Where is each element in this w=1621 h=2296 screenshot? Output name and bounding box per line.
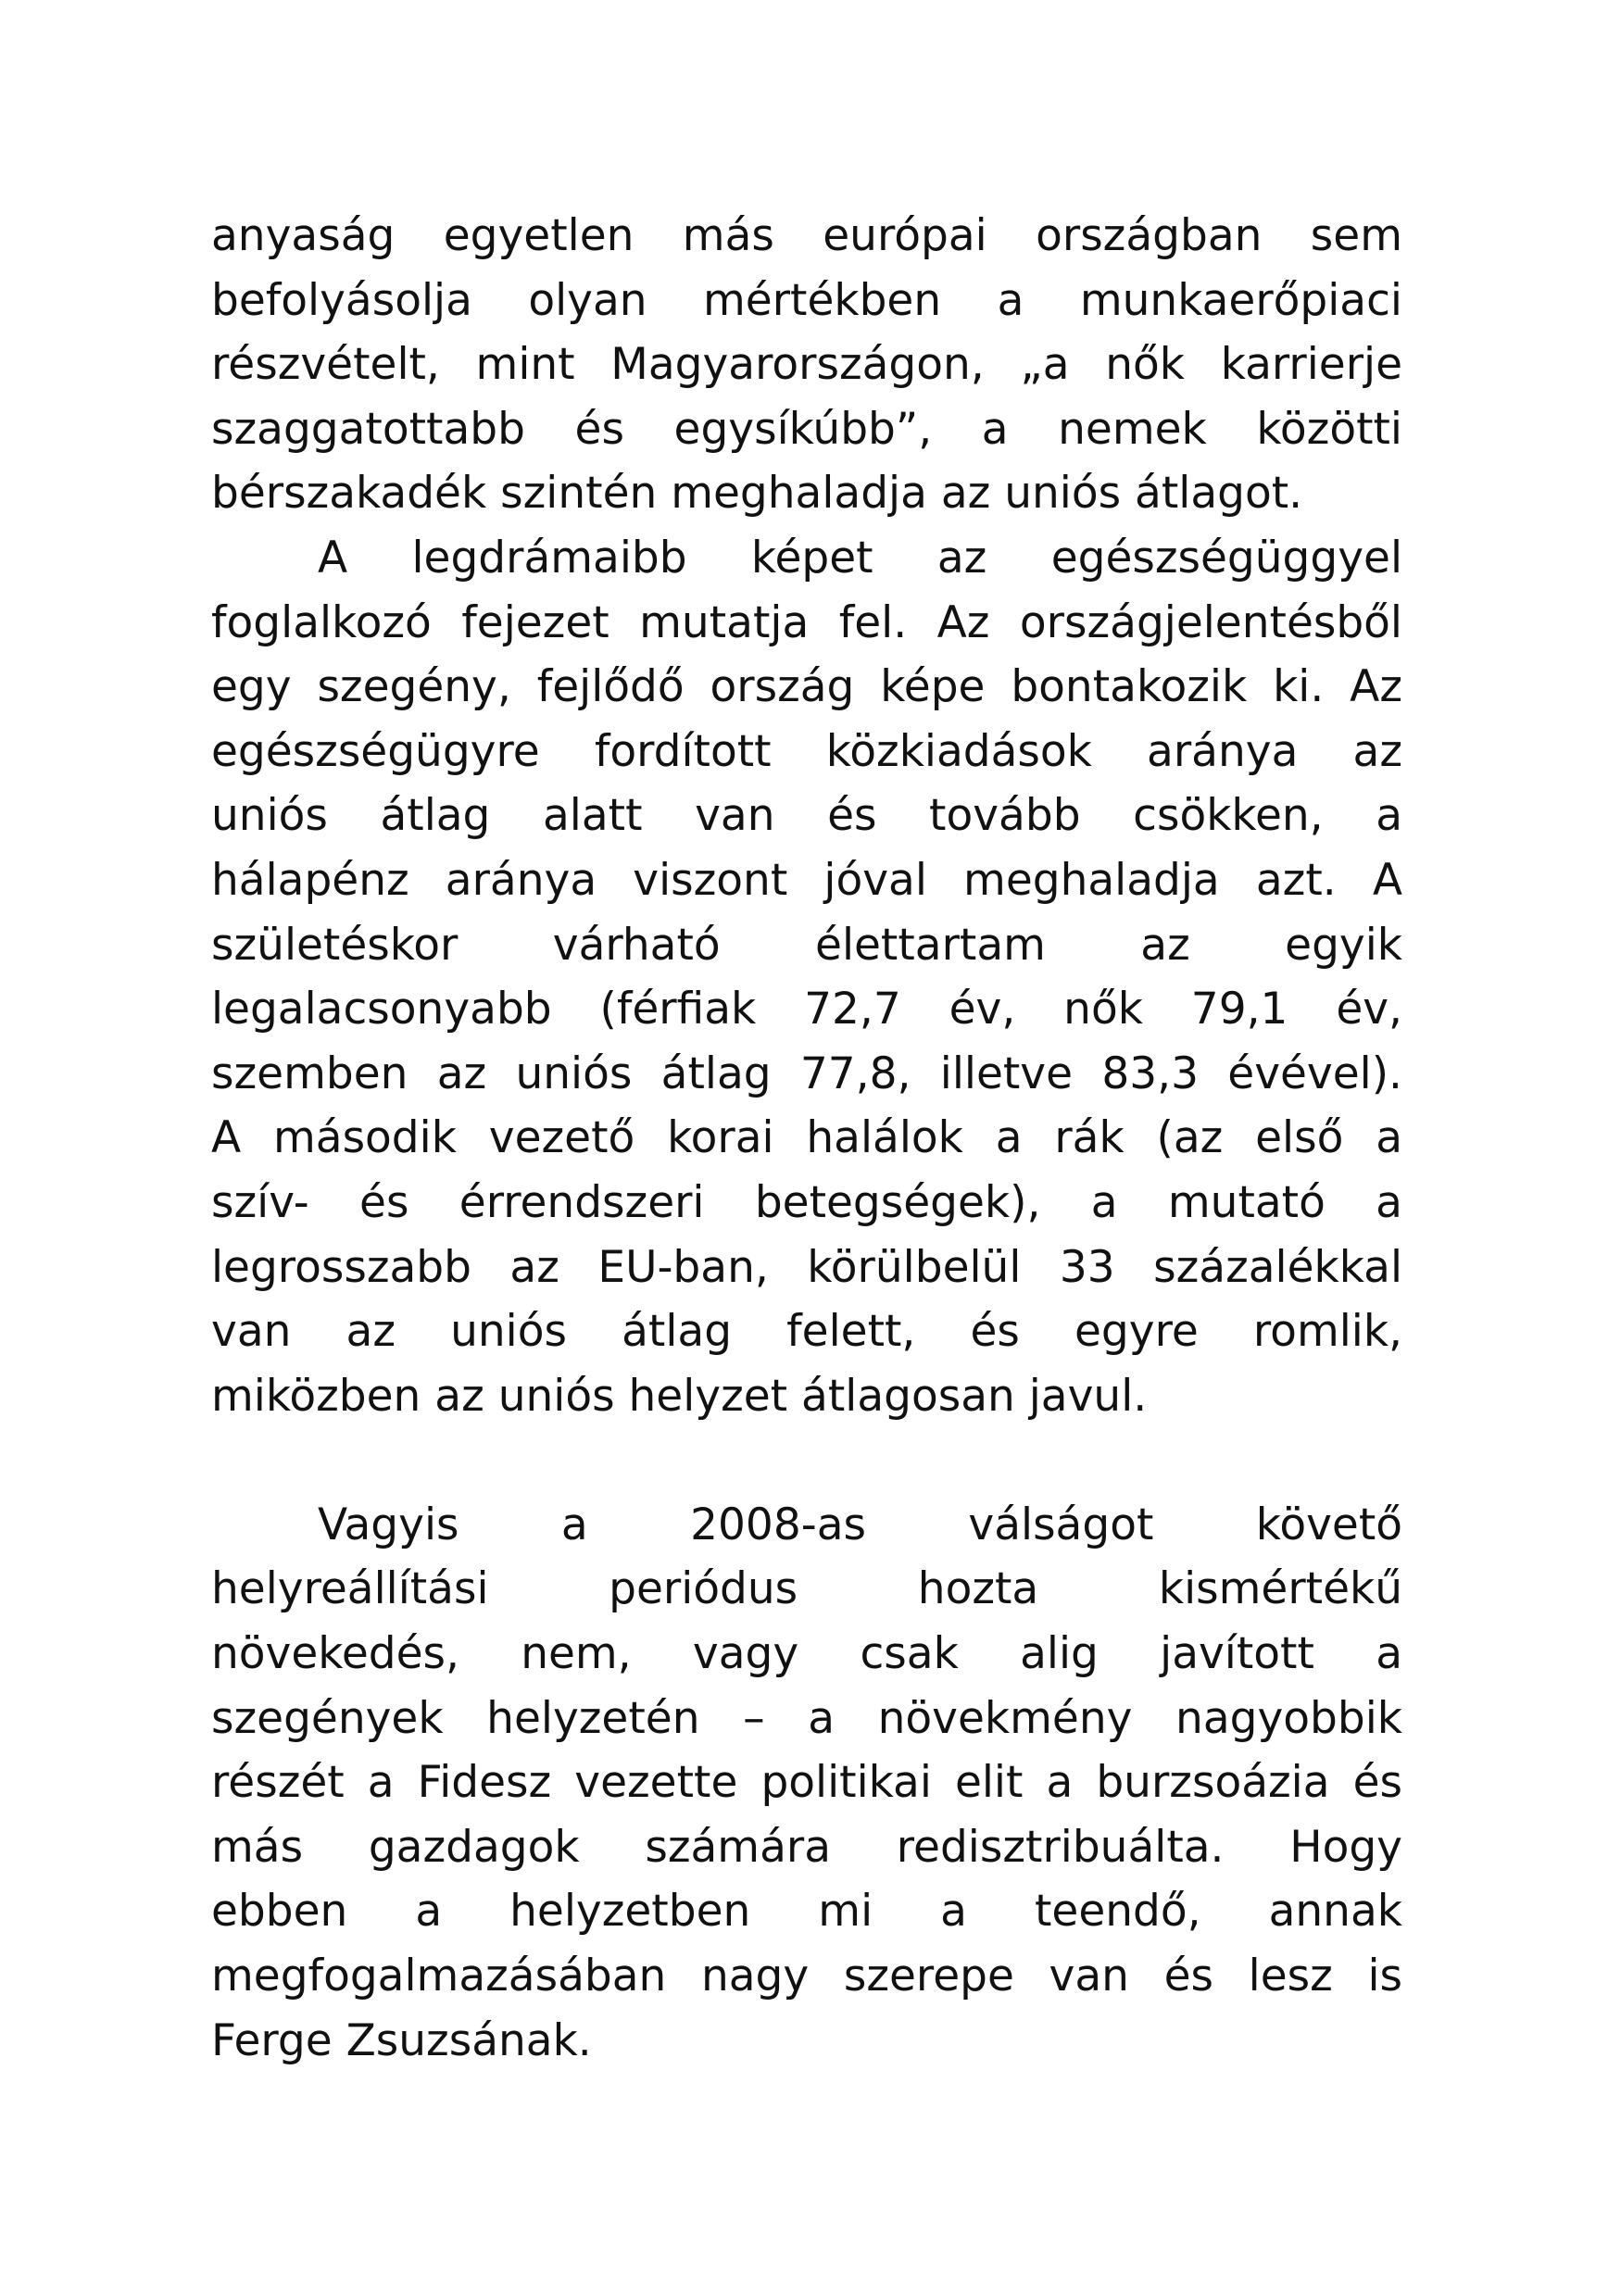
text-line: részvételt, mint Magyarországon, „a nők karrierje: [211, 339, 1402, 391]
document-body: [211, 204, 1402, 2073]
text-line: befolyásolja olyan mértékben a munkaerőpiaci: [211, 274, 1402, 326]
text-line: megfogalmazásában nagy szerepe van és lesz is: [211, 1951, 1402, 2002]
text-line: helyreállítási periódus hozta kismértékű: [211, 1563, 1402, 1615]
text-line: más gazdagok számára redisztribuálta. Hogy: [211, 1821, 1402, 1873]
text-line: szemben az uniós átlag 77,8, illetve 83,3 évével).: [211, 1048, 1402, 1099]
text-line: A legdrámaibb képet az egészségüggyel: [318, 532, 1402, 583]
text-line: anyaság egyetlen más európai országban sem: [211, 210, 1402, 261]
paragraph-spacer: [211, 1428, 1402, 1493]
text-line: ebben a helyzetben mi a teendő, annak: [211, 1886, 1402, 1938]
text-line: szaggatottabb és egysíkúbb”, a nemek közötti: [211, 403, 1402, 455]
text-line: egy szegény, fejlődő ország képe bontakozik ki. Az: [211, 661, 1402, 713]
paragraph-2: [211, 526, 1402, 1428]
text-line: születéskor várható élettartam az egyik: [211, 919, 1402, 971]
text-line: bérszakadék szintén meghaladja az uniós átlagot.: [211, 468, 1303, 520]
paragraph-3: [211, 1493, 1402, 2073]
text-line: legrosszabb az EU-ban, körülbelül 33 százalékkal: [211, 1241, 1402, 1293]
text-line: részét a Fidesz vezette politikai elit a burzsoázia és: [211, 1757, 1402, 1809]
text-line: van az uniós átlag felett, és egyre romlik,: [211, 1306, 1402, 1358]
text-line: legalacsonyabb (férfiak 72,7 év, nők 79,1 év,: [211, 984, 1402, 1035]
text-line: uniós átlag alatt van és tovább csökken, a: [211, 790, 1402, 842]
paragraph-1: [211, 204, 1402, 526]
text-line: hálapénz aránya viszont jóval meghaladja azt. A: [211, 854, 1402, 906]
text-line: foglalkozó fejezet mutatja fel. Az országjelentésből: [211, 596, 1402, 648]
text-line: Ferge Zsuzsának.: [211, 2014, 592, 2066]
text-line: miközben az uniós helyzet átlagosan javul.: [211, 1370, 1148, 1422]
text-line: szív- és érrendszeri betegségek), a mutató a: [211, 1176, 1402, 1228]
text-line: egészségügyre fordított közkiadások aránya az: [211, 725, 1402, 777]
text-line: Vagyis a 2008-as válságot követő: [318, 1499, 1402, 1550]
text-line: növekedés, nem, vagy csak alig javított a: [211, 1628, 1402, 1680]
text-line: A második vezető korai halálok a rák (az első a: [211, 1112, 1402, 1164]
text-line: szegények helyzetén – a növekmény nagyobbik: [211, 1692, 1402, 1744]
